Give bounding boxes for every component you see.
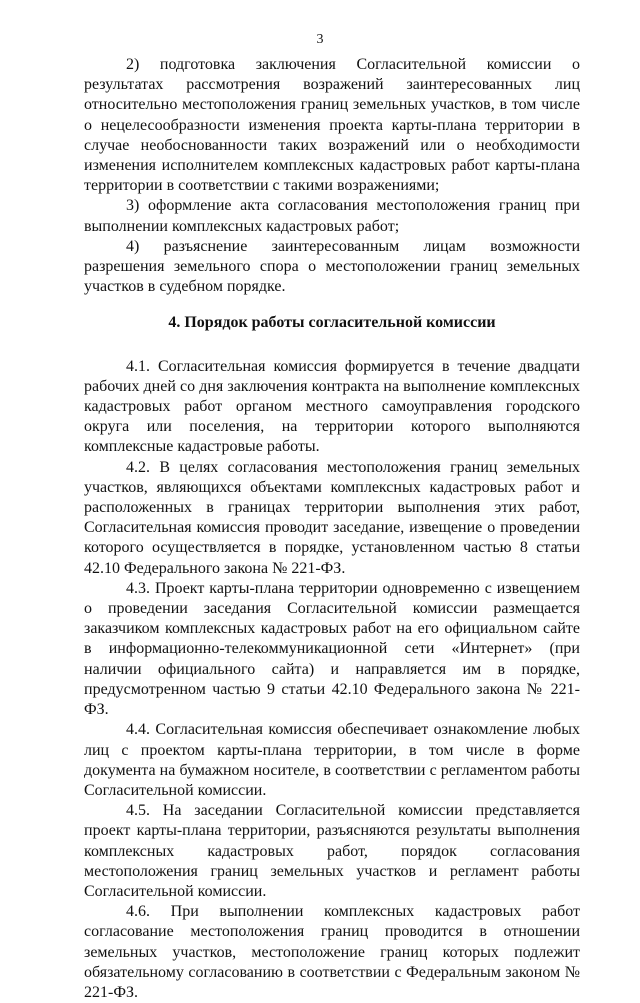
paragraph-intro-item-4: 4) разъяснение заинтересованным лицам возможности разрешения земельного спора о местоположении границ земельных участков в судебном порядке. <box>84 237 580 296</box>
paragraph-intro-item-2: 2) подготовка заключения Согласительной комиссии о результатах рассмотрения возражений заинтересованных лиц относительно местоположения границ земельных участков, в том числе о нецелесообразности изменения проекта карты-плана территории в случае необоснованности таких возражений или о необходимости изменения исполнителем комплексных кадастровых работ карты-плана территории в соответствии с такими возражениями; <box>84 56 580 195</box>
paragraph-intro-item-3: 3) оформление акта согласования местоположения границ при выполнении комплексных кадастровых работ; <box>84 197 580 235</box>
paragraph-4-4: 4.4. Согласительная комиссия обеспечивает ознакомление любых лиц с проектом карты-плана территории, в том числе в форме документа на бумажном носителе, в соответствии с регламентом работы Согласительной комиссии. <box>84 721 580 799</box>
section-heading: 4. Порядок работы согласительной комиссии <box>168 314 496 332</box>
paragraph-4-2: 4.2. В целях согласования местоположения границ земельных участков, являющихся объектами комплексных кадастровых работ и расположенных в границах территории выполнения этих работ, Согласительная комиссия проводит заседание, извещение о проведении которого осуществляется в порядке, установленном частью 8 статьи 42.10 Федерального закона № 221-ФЗ. <box>84 458 580 577</box>
paragraph-4-6: 4.6. При выполнении комплексных кадастровых работ согласование местоположения границ проводится в отношении земельных участков, местоположение границ которых подлежит обязательному согласованию в соответствии с Федеральным законом № 221-ФЗ. <box>84 903 580 1001</box>
paragraph-4-5: 4.5. На заседании Согласительной комиссии представляется проект карты-плана территории, разъясняются результаты выполнения комплексных кадастровых работ, порядок согласования местоположения границ земельных участков и регламент работы Согласительной комиссии. <box>84 802 580 900</box>
page-number: 3 <box>316 32 324 47</box>
paragraph-4-1: 4.1. Согласительная комиссия формируется в течение двадцати рабочих дней со дня заключения контракта на выполнение комплексных кадастровых работ органом местного самоуправления городского округа или поселения, на территории которого выполняются комплексные кадастровые работы. <box>84 357 580 456</box>
document-body <box>84 55 580 1003</box>
paragraph-4-3: 4.3. Проект карты-плана территории одновременно с извещением о проведении заседания Согласительной комиссии размещается заказчиком комплексных кадастровых работ на его официальном сайте в информационно-телекоммуникационной сети «Интернет» (при наличии официального сайта) и направляется им в порядке, предусмотренном частью 9 статьи 42.10 Федерального закона № 221-ФЗ. <box>84 579 580 719</box>
